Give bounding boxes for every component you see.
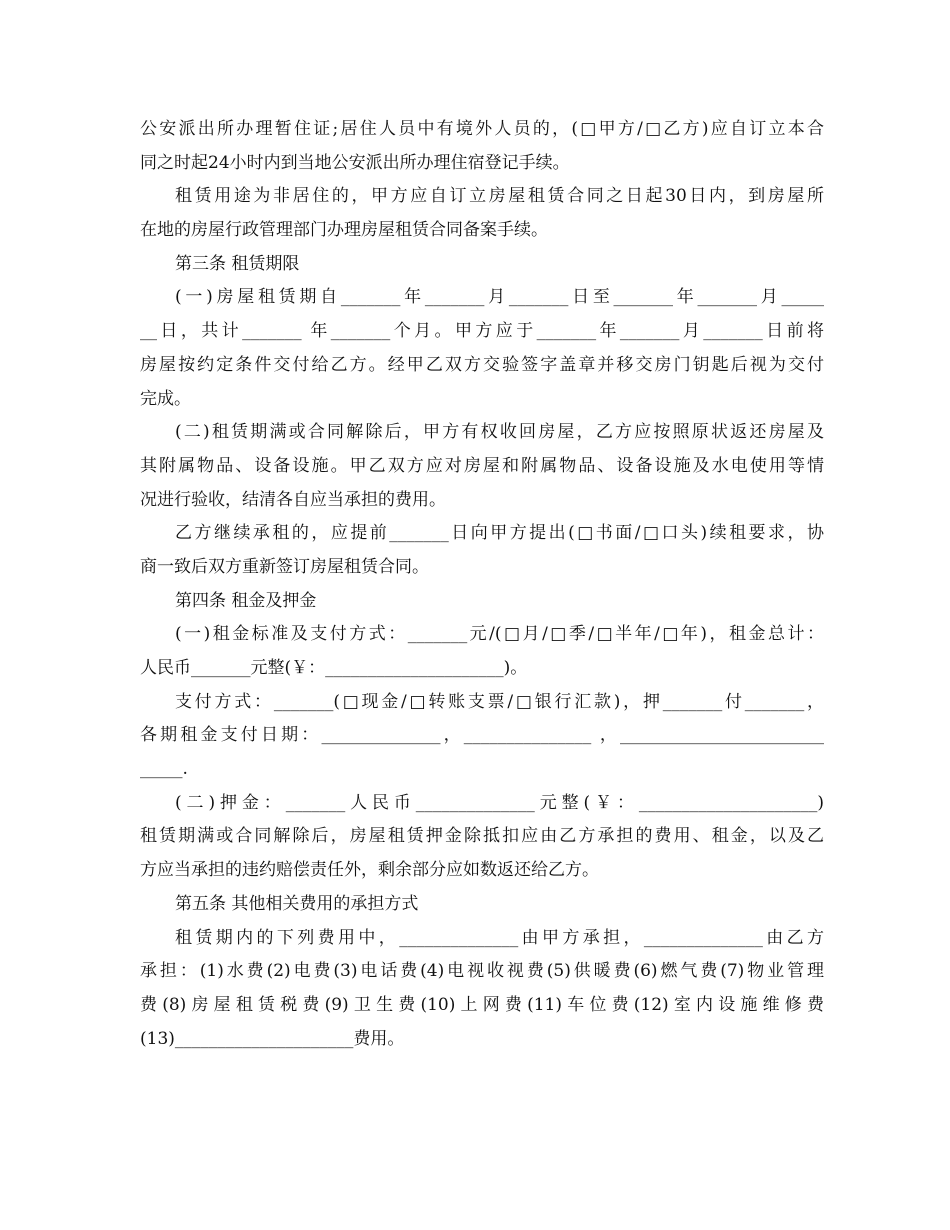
text-line: 人民币_______元整(￥：_____________________)。: [140, 658, 528, 678]
text-line: (一)房屋租赁期自_______年_______月_______日至_______年_______月_____: [175, 287, 824, 308]
text-line: __日，共计_______ 年_______个月。甲方应于_______年_______月_______日前将: [140, 321, 824, 342]
text-line: 第四条 租金及押金: [175, 590, 317, 611]
text-line: 商一致后双方重新签订房屋租赁合同。: [140, 556, 429, 577]
text-line: 房屋按约定条件交付给乙方。经甲乙双方交验签字盖章并移交房门钥匙后视为交付: [140, 354, 824, 375]
text-line: 公安派出所办理暂住证;居住人员中有境外人员的，(□甲方/□乙方)应自订立本合: [140, 119, 824, 139]
text-line: (一)租金标准及支付方式：_______元/(□月/□季/□半年/□年)，租金总计：: [175, 624, 824, 645]
text-line: 各期租金支付日期：______________，_______________ ，________________________: [140, 725, 824, 746]
text-line: 同之时起24小时内到当地公安派出所办理住宿登记手续。: [140, 152, 570, 173]
text-line: 乙方继续承租的，应提前_______日向甲方提出(□书面/□口头)续租要求，协: [175, 523, 824, 544]
text-line: 租赁用途为非居住的，甲方应自订立房屋租赁合同之日起30日内，到房屋所: [175, 186, 824, 207]
text-line: 在地的房屋行政管理部门办理房屋租赁合同备案手续。: [140, 220, 548, 241]
text-line: (二)押金：_______人民币______________元整(￥：_____________________): [175, 792, 824, 813]
text-line: _____.: [140, 759, 188, 780]
text-line: 其附属物品、设备设施。甲乙双方应对房屋和附属物品、设备设施及水电使用等情: [140, 455, 824, 476]
text-line: 租赁期内的下列费用中，______________由甲方承担，______________由乙方: [175, 927, 824, 948]
text-line: (二)租赁期满或合同解除后，甲方有权收回房屋，乙方应按照原状返还房屋及: [175, 422, 824, 443]
text-line: 第三条 租赁期限: [175, 253, 300, 274]
text-line: 方应当承担的违约赔偿责任外，剩余部分应如数返还给乙方。: [140, 860, 599, 881]
text-line: 承担：(1)水费(2)电费(3)电话费(4)电视收视费(5)供暖费(6)燃气费(7)物业管理: [140, 961, 824, 982]
text-line: 况进行验收，结清各自应当承担的费用。: [140, 489, 446, 510]
text-line: 费(8)房屋租赁税费(9)卫生费(10)上网费(11)车位费(12)室内设施维修费: [140, 994, 824, 1015]
text-line: 租赁期满或合同解除后，房屋租赁押金除抵扣应由乙方承担的费用、租金，以及乙: [140, 826, 824, 847]
contract-body: [140, 113, 824, 1056]
text-line: 第五条 其他相关费用的承担方式: [175, 893, 419, 914]
text-line: 支付方式：_______(□现金/□转账支票/□银行汇款)，押_______付_______，: [175, 691, 824, 712]
text-line: (13)_____________________费用。: [140, 1028, 405, 1049]
text-line: 完成。: [140, 388, 191, 409]
